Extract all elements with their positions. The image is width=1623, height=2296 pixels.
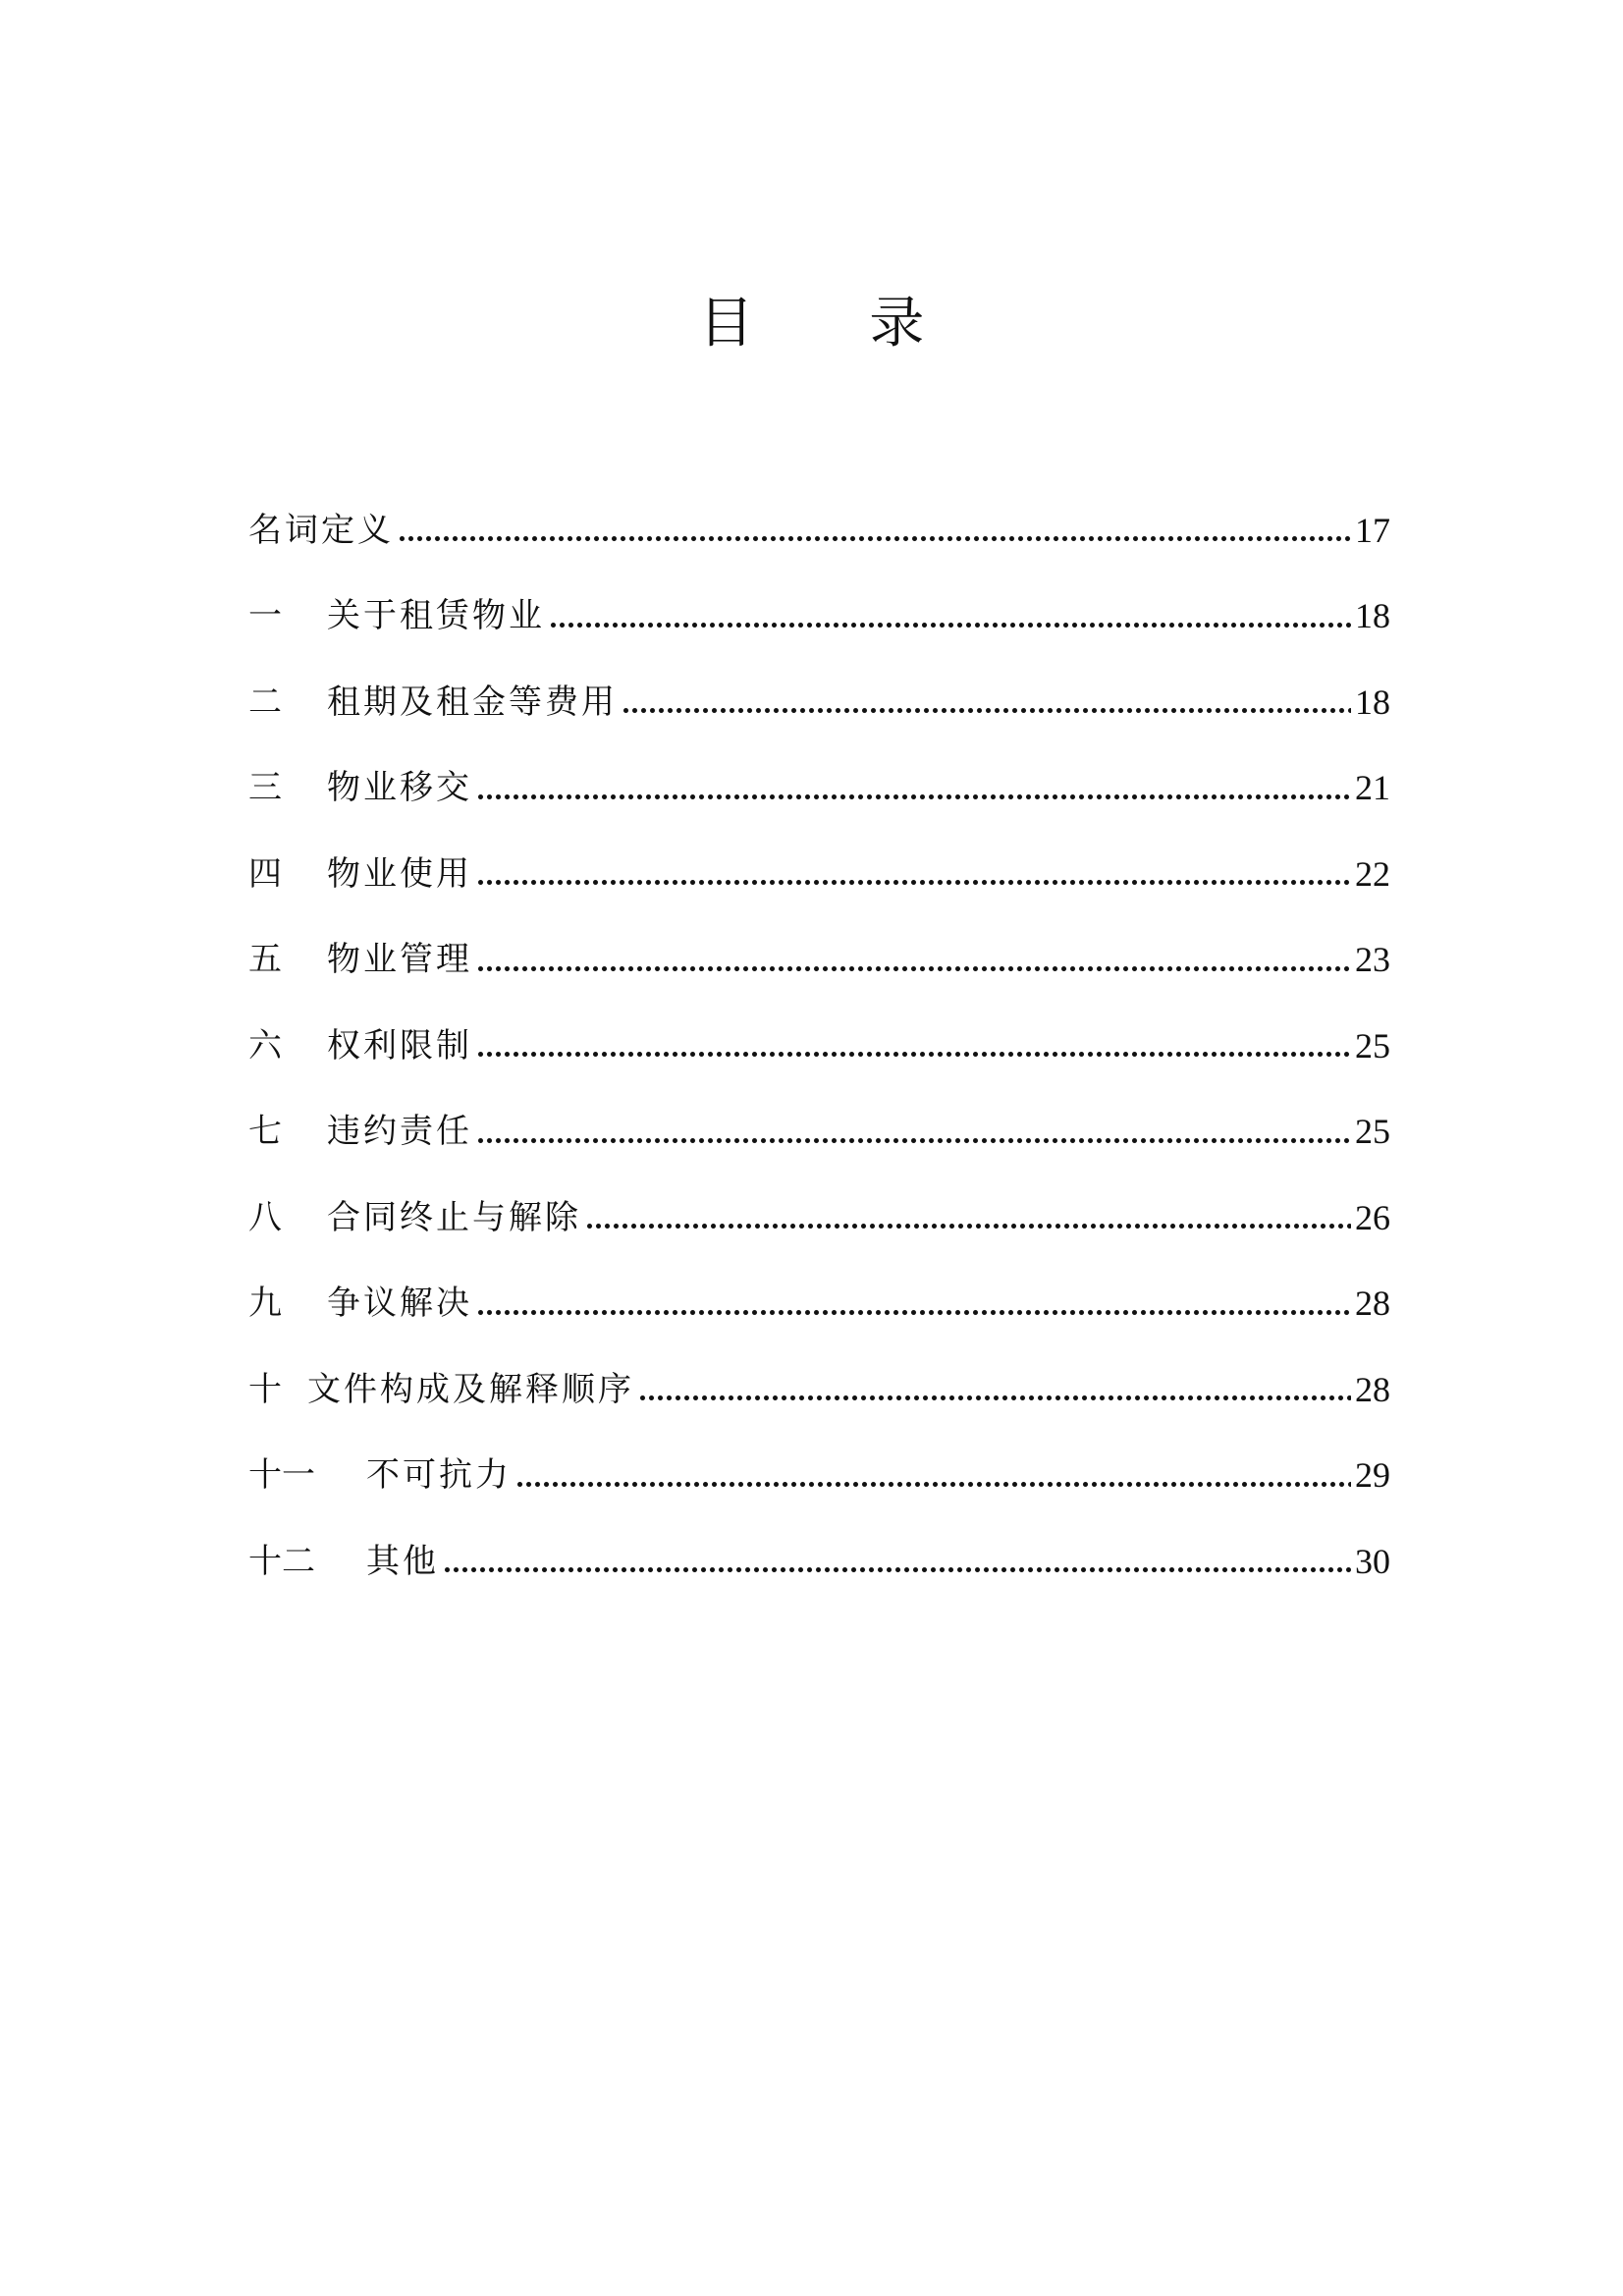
page-title: 目 录 — [698, 292, 974, 355]
toc-entry-number: 五 — [248, 940, 282, 979]
toc-entry[interactable] — [248, 1504, 1390, 1591]
toc-entry-page: 18 — [1355, 682, 1390, 722]
dot-leader — [622, 705, 1351, 717]
toc-entry[interactable] — [248, 732, 1390, 818]
toc-entry-page: 26 — [1355, 1197, 1390, 1237]
toc-entry-label: 物业使用 — [327, 853, 472, 894]
toc-entry-number: 八 — [248, 1197, 282, 1237]
toc-entry-number: 四 — [248, 853, 282, 894]
dot-leader — [476, 1049, 1351, 1061]
toc-entry[interactable] — [248, 989, 1390, 1075]
toc-entry[interactable] — [248, 645, 1390, 732]
toc-entry-page: 30 — [1355, 1541, 1390, 1581]
toc-entry[interactable] — [248, 560, 1390, 646]
toc-entry-number: 二 — [248, 682, 282, 722]
dot-leader — [476, 962, 1351, 974]
toc-entry[interactable] — [248, 903, 1390, 990]
toc-entry-page: 18 — [1355, 596, 1390, 635]
toc-entry[interactable] — [248, 817, 1390, 903]
dot-leader — [398, 533, 1351, 545]
toc-entry[interactable] — [248, 473, 1390, 560]
toc-entry-label: 名词定义 — [248, 510, 394, 550]
toc-entry-number: 九 — [248, 1284, 282, 1323]
toc-entry-label: 文件构成及解释顺序 — [307, 1369, 634, 1409]
toc-entry-page: 22 — [1355, 853, 1390, 894]
dot-leader — [638, 1393, 1351, 1404]
toc-entry-label: 争议解决 — [327, 1284, 472, 1323]
toc-entry-number: 十 — [248, 1369, 282, 1409]
toc-entry-page: 28 — [1355, 1369, 1390, 1409]
toc-entry-page: 25 — [1355, 1112, 1390, 1151]
toc-entry-label: 合同终止与解除 — [327, 1197, 581, 1237]
toc-entry-number: 七 — [248, 1112, 282, 1151]
table-of-contents — [248, 473, 1390, 1591]
toc-entry-number: 十二 — [248, 1541, 315, 1581]
toc-entry-page: 25 — [1355, 1025, 1390, 1066]
toc-entry-number: 一 — [248, 596, 282, 635]
toc-entry[interactable] — [248, 1419, 1390, 1505]
dot-leader — [585, 1221, 1351, 1232]
toc-entry[interactable] — [248, 1161, 1390, 1247]
toc-entry[interactable] — [248, 1333, 1390, 1419]
toc-entry-page: 21 — [1355, 768, 1390, 807]
toc-entry-label: 关于租赁物业 — [327, 596, 545, 635]
dot-leader — [476, 1134, 1351, 1146]
dot-leader — [476, 791, 1351, 802]
toc-entry-page: 28 — [1355, 1284, 1390, 1323]
toc-entry-label: 权利限制 — [327, 1025, 472, 1066]
toc-entry-label: 其他 — [366, 1541, 439, 1581]
toc-entry-page: 17 — [1355, 510, 1390, 550]
toc-entry-page: 23 — [1355, 940, 1390, 979]
toc-entry-number: 十一 — [248, 1455, 315, 1495]
toc-entry-page: 29 — [1355, 1455, 1390, 1495]
toc-entry-label: 物业管理 — [327, 940, 472, 979]
toc-entry[interactable] — [248, 1075, 1390, 1162]
dot-leader — [515, 1478, 1351, 1490]
toc-entry[interactable] — [248, 1247, 1390, 1334]
toc-entry-number: 六 — [248, 1025, 282, 1066]
dot-leader — [476, 1306, 1351, 1318]
toc-entry-number: 三 — [248, 768, 282, 807]
toc-entry-label: 不可抗力 — [366, 1455, 512, 1495]
dot-leader — [476, 877, 1351, 889]
dot-leader — [443, 1564, 1351, 1576]
toc-entry-label: 违约责任 — [327, 1112, 472, 1151]
toc-entry-label: 物业移交 — [327, 768, 472, 807]
dot-leader — [549, 619, 1351, 630]
toc-entry-label: 租期及租金等费用 — [327, 682, 618, 722]
